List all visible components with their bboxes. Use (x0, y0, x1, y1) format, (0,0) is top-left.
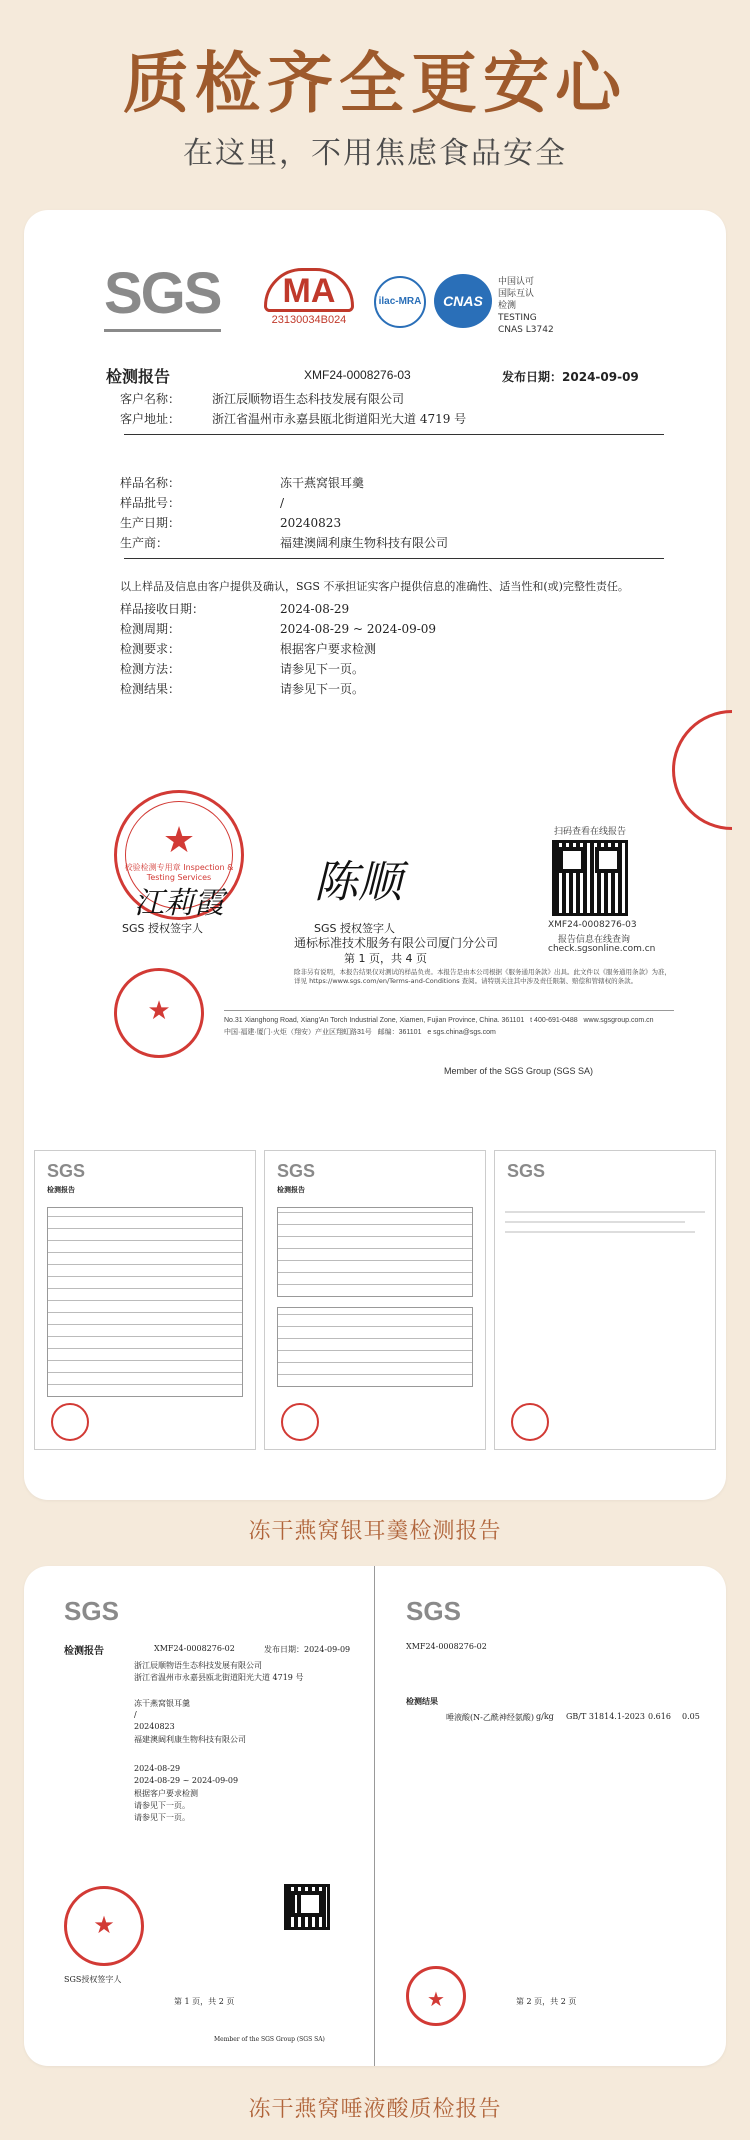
qr-code-icon[interactable] (284, 1884, 330, 1930)
report-page-4-thumbnail[interactable] (494, 1150, 716, 1450)
divider (124, 434, 664, 435)
cnas-line: 检测 (498, 301, 517, 311)
sgs-logo: SGS (277, 1161, 316, 1181)
report2-seal (64, 1886, 144, 1966)
client-name-label: 客户名称： (120, 392, 181, 406)
star-icon: ★ (93, 1911, 115, 1939)
qr-site: check.sgsonline.com.cn (548, 944, 656, 954)
report-card-1 (24, 210, 726, 1500)
requirement-value: 根据客户要求检测 (280, 642, 377, 656)
text-line (505, 1231, 695, 1233)
ilac-logo: ilac-MRA (374, 276, 426, 328)
client-name-value: 浙江辰顺物语生态科技发展有限公司 (212, 392, 405, 406)
method-row (120, 660, 364, 677)
qr-subtitle: 报告信息在线查询 (558, 935, 631, 945)
signature-1: 江莉霞 (134, 886, 224, 921)
sample-name-label: 样品名称： (120, 476, 181, 490)
issue-date-label: 发布日期： (502, 370, 563, 384)
report2-number-right: XMF24-0008276-02 (406, 1642, 487, 1651)
footer-seal (114, 968, 204, 1058)
production-date-label: 生产日期： (120, 516, 181, 530)
address-footer (224, 1010, 674, 1058)
period-row (120, 620, 436, 637)
seal-text: 校验检测专用章 Inspection & Testing Services (124, 863, 234, 882)
qr-code-icon[interactable] (552, 840, 628, 916)
ma-mark: MA (264, 268, 354, 312)
manufacturer-value: 福建澳阔利康生物科技有限公司 (280, 536, 449, 550)
cnas-line: 国际互认 (498, 289, 535, 299)
cnas-line: 中国认可 (498, 277, 535, 287)
period-value: 2024-08-29 ~ 2024-09-09 (280, 622, 437, 636)
member-line: Member of the SGS Group (SGS SA) (444, 1066, 594, 1076)
report2-method: 请参见下一页。 (134, 1801, 190, 1810)
report2-page-2[interactable] (386, 1586, 706, 2046)
report2-page-right: 第 2 页，共 2 页 (516, 1997, 577, 2006)
period-label: 检测周期： (120, 622, 181, 636)
batch-value: / (280, 496, 285, 510)
report-number: XMF24-0008276-03 (304, 368, 411, 382)
page-divider (374, 1566, 375, 2066)
test-method: GB/T 31814.1-2023 (566, 1712, 645, 1721)
manufacturer-row (120, 534, 448, 551)
signer-1-label: SGS 授权签字人 (122, 922, 203, 935)
issue-date (502, 368, 639, 385)
result-row (120, 680, 364, 697)
thumb-header: 检测报告 (47, 1186, 75, 1194)
sgs-logo: SGS (406, 1596, 461, 1626)
report2-sample: 冻干燕窝银耳羹 (134, 1699, 190, 1708)
test-unit: g/kg (536, 1712, 554, 1721)
qr-number: XMF24-0008276-03 (548, 920, 637, 930)
cnas-line: TESTING (498, 313, 537, 323)
report2-batch: / (134, 1710, 137, 1719)
result-header: 检测结果 (406, 1697, 438, 1706)
report-card-2 (24, 1566, 726, 2066)
report2-address: 浙江省温州市永嘉县瓯北街道阳光大道 4719 号 (134, 1673, 304, 1682)
test-loq: 0.05 (682, 1712, 700, 1721)
address-en-text: No.31 Xianghong Road, Xiang'An Torch Industrial Zone, Xiamen, Fujian Province, China. 361101 (224, 1017, 525, 1024)
manufacturer-label: 生产商： (120, 536, 169, 550)
report2-client: 浙江辰顺物语生态科技发展有限公司 (134, 1661, 262, 1670)
postcode: 邮编：361101 (377, 1029, 422, 1036)
production-date-value: 20240823 (280, 516, 342, 530)
report2-date: 发布日期：2024-09-09 (264, 1645, 351, 1654)
report2-page-1[interactable] (44, 1586, 364, 2046)
requirement-label: 检测要求： (120, 642, 181, 656)
divider (124, 558, 664, 559)
fine-print: 除非另有说明，本报告结果仅对测试的样品负责。本报告是由本公司根据《服务通用条款》出具。此文件以《服务通用条款》为准，详见 https://www.sgs.com/en/Terms-and-Conditions 查阅。请特别关注其中涉及责任限制、赔偿和管辖权的条款。 (294, 968, 671, 985)
sgs-logo: SGS (104, 260, 221, 332)
report2-requirement: 根据客户要求检测 (134, 1789, 198, 1798)
cnas-text (498, 276, 554, 336)
tel: t 400-691-0488 (530, 1017, 578, 1024)
report2-page-left: 第 1 页，共 2 页 (174, 1997, 235, 2006)
received-label: 样品接收日期： (120, 602, 205, 616)
cnas-line: CNAS L3742 (498, 325, 554, 335)
report-page-2-thumbnail[interactable] (34, 1150, 256, 1450)
result-value: 请参见下一页。 (280, 682, 365, 696)
sgs-logo: SGS (507, 1161, 546, 1181)
report2-title: 检测报告 (64, 1646, 104, 1657)
signature-2: 陈顺 (314, 857, 402, 908)
disclaimer-statement: 以上样品及信息由客户提供及确认，SGS 不承担证实客户提供信息的准确性、适当性和(或)完整性责任。 (120, 580, 629, 593)
results-table (277, 1207, 473, 1297)
sample-name-row (120, 474, 364, 491)
email: e sgs.china@sgs.com (427, 1029, 496, 1036)
star-icon: ★ (427, 1987, 445, 2011)
received-value: 2024-08-29 (280, 602, 350, 616)
seal-icon (281, 1403, 319, 1441)
issue-date-value: 2024-09-09 (562, 370, 639, 384)
company-name: 通标标准技术服务有限公司厦门分公司 (294, 936, 499, 950)
method-label: 检测方法： (120, 662, 181, 676)
sgs-logo: SGS (47, 1161, 86, 1181)
report2-number: XMF24-0008276-02 (154, 1644, 235, 1653)
report-page-3-thumbnail[interactable] (264, 1150, 486, 1450)
report-title: 检测报告 (106, 367, 171, 386)
star-icon: ★ (147, 996, 171, 1026)
qr-title: 扫码查看在线报告 (554, 827, 627, 837)
client-name-row (120, 390, 404, 407)
ma-logo (264, 268, 354, 332)
requirement-row (120, 640, 376, 657)
batch-label: 样品批号： (120, 496, 181, 510)
main-report-page (84, 240, 704, 1110)
text-line (505, 1211, 705, 1213)
test-item: 唾液酸(N-乙酰神经氨酸) (446, 1713, 534, 1722)
address-en (224, 1015, 674, 1027)
client-address-row (120, 410, 466, 427)
page-indicator: 第 1 页，共 4 页 (344, 952, 427, 965)
results-table (47, 1207, 243, 1397)
star-icon: ★ (162, 820, 196, 861)
text-line (505, 1221, 685, 1223)
result-label: 检测结果： (120, 682, 181, 696)
report2-recv: 2024-08-29 (134, 1764, 181, 1773)
client-address-value: 浙江省温州市永嘉县瓯北街道阳光大道 4719 号 (212, 412, 467, 426)
test-value: 0.616 (648, 1712, 671, 1721)
address-cn (224, 1027, 674, 1039)
production-date-row (120, 514, 341, 531)
signer-2-label: SGS 授权签字人 (314, 922, 395, 935)
method-value: 请参见下一页。 (280, 662, 365, 676)
results-table (277, 1307, 473, 1387)
caption-report-2: 冻干燕窝唾液酸质检报告 (248, 2097, 502, 2122)
page-subtitle: 在这里，不用焦虑食品安全 (183, 136, 567, 171)
seal-icon (511, 1403, 549, 1441)
report2-seal-2 (406, 1966, 466, 2026)
web: www.sgsgroup.com.cn (583, 1017, 654, 1024)
received-row (120, 600, 349, 617)
thumb-header: 检测报告 (277, 1186, 305, 1194)
report2-prod-date: 20240823 (134, 1722, 175, 1731)
address-cn-text: 中国·福建·厦门·火炬（翔安）产业区翔虹路31号 (224, 1029, 372, 1036)
report2-period: 2024-08-29 ~ 2024-09-09 (134, 1776, 239, 1785)
seal-icon (51, 1403, 89, 1441)
client-address-label: 客户地址： (120, 412, 181, 426)
report2-signer: SGS授权签字人 (64, 1975, 122, 1984)
ma-number: 23130034B024 (271, 314, 347, 326)
batch-row (120, 494, 284, 511)
sgs-logo: SGS (64, 1596, 119, 1626)
report2-result: 请参见下一页。 (134, 1813, 190, 1822)
report2-manufacturer: 福建澳阔利康生物科技有限公司 (134, 1735, 246, 1744)
sample-name-value: 冻干燕窝银耳羹 (280, 476, 365, 490)
report2-member: Member of the SGS Group (SGS SA) (214, 2036, 325, 2043)
caption-report-1: 冻干燕窝银耳羹检测报告 (248, 1519, 502, 1544)
cnas-logo: CNAS (434, 274, 492, 328)
page-title: 质检齐全更安心 (123, 45, 627, 122)
